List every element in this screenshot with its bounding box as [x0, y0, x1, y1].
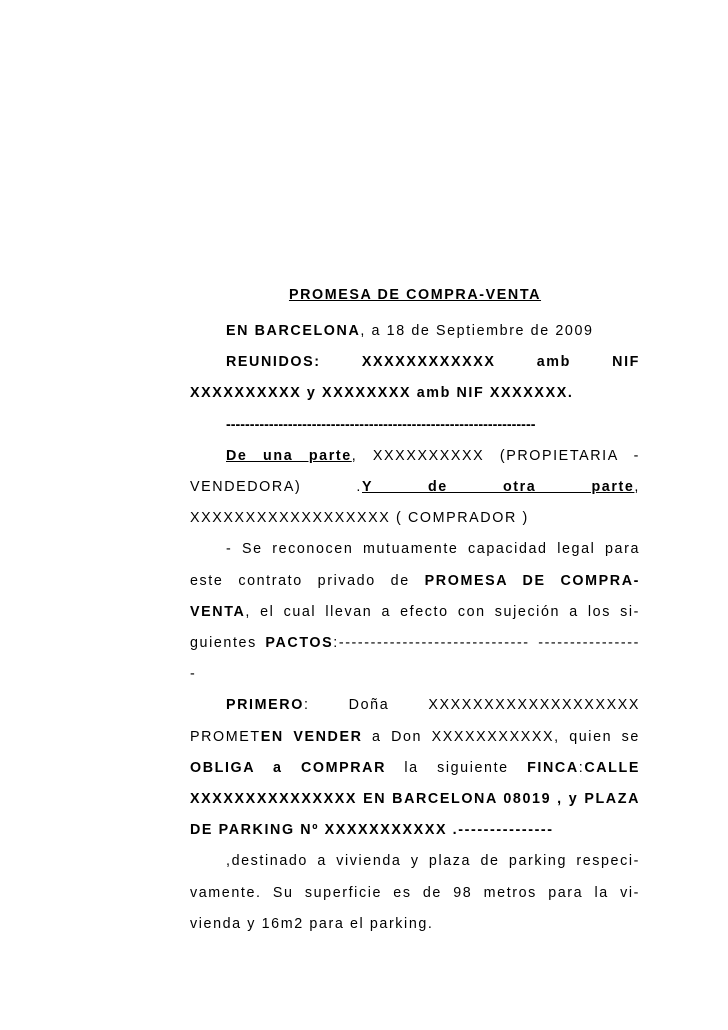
primero-text-1: : Doña XXXXXXXXXXXXXXXXXXX PROMET	[190, 697, 640, 745]
reconocen-tail: :------------------------------ -----------------	[190, 635, 640, 683]
document-title: PROMESA DE COMPRA-VENTA	[288, 287, 542, 303]
primero-tail: ---------------	[458, 822, 554, 839]
place-lead: EN BARCELONA	[226, 323, 361, 339]
reconocen-paragraph	[190, 534, 640, 690]
finca-address: CALLE XXXXXXXXXXXXXXX EN BARCELONA 08019 , y PLAZA DE PARKING Nº XXXXXXXXXXX .	[190, 759, 640, 839]
date-text: , a 18 de Septiembre de 2009	[360, 323, 594, 339]
partes-paragraph	[190, 441, 640, 535]
separator-line: -----------------------------------------------------------------	[226, 416, 536, 433]
primero-text-2: a Don XXXXXXXXXXX, quien se	[362, 728, 640, 745]
seller-text: , XXXXXXXXXX (PROPIETARIA - VENDEDORA) .	[190, 447, 640, 496]
place-date-paragraph	[190, 316, 640, 347]
primero-paragraph	[190, 690, 640, 846]
reunidos-paragraph	[190, 347, 640, 409]
y-de-otra-parte-label: Y de otra parte	[362, 479, 635, 496]
buyer-text: , XXXXXXXXXXXXXXXXXX ( COMPRADOR )	[190, 479, 640, 527]
document-body	[190, 281, 640, 940]
de-una-parte-label: De una parte	[226, 447, 352, 464]
primero-text-4: :	[578, 759, 585, 776]
contract-name: PROMESA DE COMPRA-VENTA	[190, 572, 640, 620]
reunidos-label: REUNIDOS:	[226, 354, 321, 371]
primero-bold-1: EN VENDER	[260, 728, 363, 745]
primero-bold-2: OBLIGA a COMPRAR	[190, 759, 387, 776]
reconocen-middle: , el cual llevan a efecto con sujeción a los si-guientes	[190, 603, 640, 652]
primero-text-3: la siguiente	[386, 759, 528, 776]
reconocen-intro: - Se reconocen mutuamente capacidad legal para este contrato privado de	[190, 541, 640, 589]
finca-label: FINCA	[527, 759, 579, 776]
destinado-paragraph: ,destinado a vivienda y plaza de parking respeci-vamente. Su superficie es de 98 metros para la vi-vienda y 16m2 para el parking.	[190, 853, 640, 932]
pactos-label: PACTOS	[265, 635, 334, 652]
primero-label: PRIMERO	[226, 697, 304, 714]
reunidos-text: XXXXXXXXXXXX amb NIF XXXXXXXXXX y XXXXXXXX amb NIF XXXXXXX.	[190, 354, 640, 402]
